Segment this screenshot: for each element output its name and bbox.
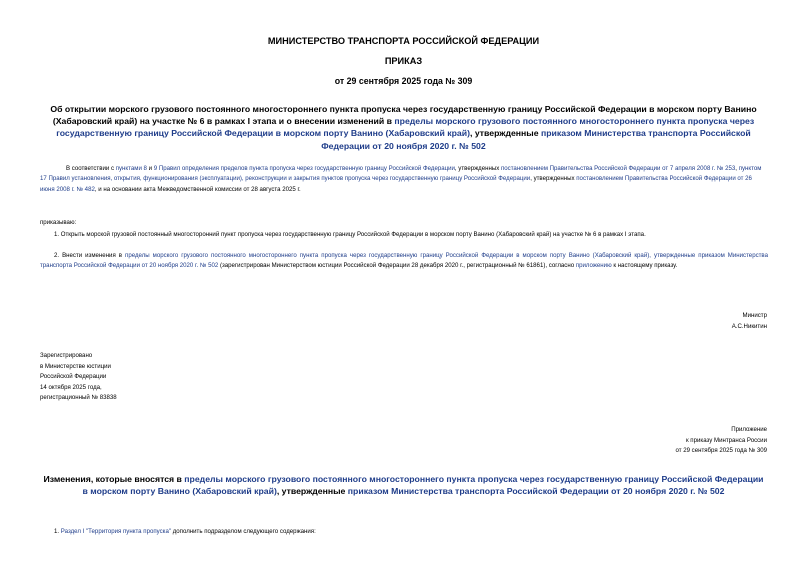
appendix-ref: к приказу Минтранса России bbox=[685, 437, 767, 444]
item-1: 1. Открыть морской грузовой постоянный многосторонний пункт пропуска через государственную границу Российской Федерации в морском порту Ванино (Хабаровский край) на участке № 6 в рамках I этапа. bbox=[54, 231, 646, 238]
order-title-text: Об открытии морского грузового постоянного многостороннего пункта пропуска через государственную границу Российской Федерации в морском порту Ванино (Хабаровский край) на участке № 6 в рамках I этапа и о внесении изменений в bbox=[50, 104, 757, 127]
points-8-link[interactable]: пунктами 8 bbox=[115, 165, 147, 172]
rules-establishment-link[interactable]: Правил установления, открытия, функционирования (эксплуатации), реконструкции и закрытия пунктов пропуска через государственную границу Российской Федерации bbox=[48, 175, 531, 183]
text: 1. bbox=[54, 528, 61, 535]
text: , bbox=[735, 165, 739, 172]
registration-line: 14 октября 2025 года, bbox=[40, 384, 102, 391]
text: к настоящему приказу. bbox=[611, 262, 678, 270]
text: и bbox=[146, 165, 154, 172]
text: Изменения, которые вносятся в bbox=[43, 474, 185, 484]
text: В соответствии с bbox=[66, 165, 116, 172]
section-i-link[interactable]: Раздел I "Территория пункта пропуска" bbox=[60, 528, 172, 535]
changes-limits-link[interactable]: пределы морского грузового постоянного многостороннего пункта пропуска через государственную границу Российской Федерации в морском порту Ванино (Хабаровский край) bbox=[82, 474, 764, 497]
resolution-482-link[interactable]: постановлением Правительства Российской Федерации от 26 июня 2008 г. № 482 bbox=[40, 175, 752, 193]
order-502-link[interactable]: приказом Министерства транспорта Российской Федерации от 20 ноября 2020 г. № 502 bbox=[321, 128, 751, 151]
orders-word: приказываю: bbox=[40, 219, 77, 226]
basis-paragraph bbox=[40, 164, 768, 195]
section-1 bbox=[40, 527, 768, 537]
appendix-date: от 29 сентября 2025 года № 309 bbox=[675, 447, 767, 454]
order-title bbox=[40, 103, 767, 152]
order-kind: ПРИКАЗ bbox=[384, 56, 423, 66]
registration-line: Российской Федерации bbox=[40, 373, 107, 380]
text: , утвержденные bbox=[276, 486, 348, 497]
signature-name: А.С.Никитин bbox=[731, 323, 767, 330]
appendix-link[interactable]: приложению bbox=[575, 262, 612, 270]
text: (зарегистрирован Министерством юстиции Российской Федерации 28 декабря 2020 г., регистрационный № 61861), согласно bbox=[218, 262, 576, 270]
point-9-link[interactable]: 9 bbox=[153, 165, 158, 172]
signature-title: Министр bbox=[742, 312, 767, 319]
appendix-label: Приложение bbox=[731, 426, 767, 433]
rules-limits-link[interactable]: Правил определения пределов пункта пропуска через государственную границу Российской Федерации bbox=[158, 165, 455, 172]
resolution-253-link[interactable]: постановлением Правительства Российской Федерации от 7 апреля 2008 г. № 253 bbox=[500, 165, 736, 172]
limits-link[interactable]: пределы морского грузового постоянного многостороннего пункта пропуска через государственную границу Российской Федерации в морском порту Ванино (Хабаровский край) bbox=[56, 116, 755, 139]
text: дополнить подразделом следующего содержания: bbox=[171, 528, 316, 535]
registration-line: Зарегистрировано bbox=[40, 352, 93, 359]
limits-order-link[interactable]: пределы морского грузового постоянного многостороннего пункта пропуска через государственную границу Российской Федерации в морском порту Ванино (Хабаровский край), утвержденные приказом Министерства транспорта Российской Федерации от 20 ноября 2020 г. № 502 bbox=[40, 252, 768, 270]
text: , утвержденных bbox=[530, 175, 577, 183]
changes-title bbox=[40, 473, 767, 498]
text: , утвержденных bbox=[454, 165, 501, 172]
item-2 bbox=[40, 251, 768, 272]
registration-line: регистрационный № 83838 bbox=[40, 394, 117, 401]
text: 2. Внести изменения в bbox=[54, 252, 126, 259]
order-date: от 29 сентября 2025 года № 309 bbox=[334, 76, 473, 86]
text: , и на основании акта Межведомственной комиссии от 28 августа 2025 г. bbox=[94, 185, 301, 193]
ministry-name: МИНИСТЕРСТВО ТРАНСПОРТА РОССИЙСКОЙ ФЕДЕРАЦИИ bbox=[267, 36, 540, 46]
registration-line: в Министерстве юстиции bbox=[40, 363, 111, 370]
changes-order-link[interactable]: приказом Министерства транспорта Российской Федерации от 20 ноября 2020 г. № 502 bbox=[347, 486, 725, 497]
order-title-text-2: , утвержденные bbox=[470, 128, 541, 139]
point-17-link[interactable]: пунктом 17 bbox=[40, 165, 762, 183]
